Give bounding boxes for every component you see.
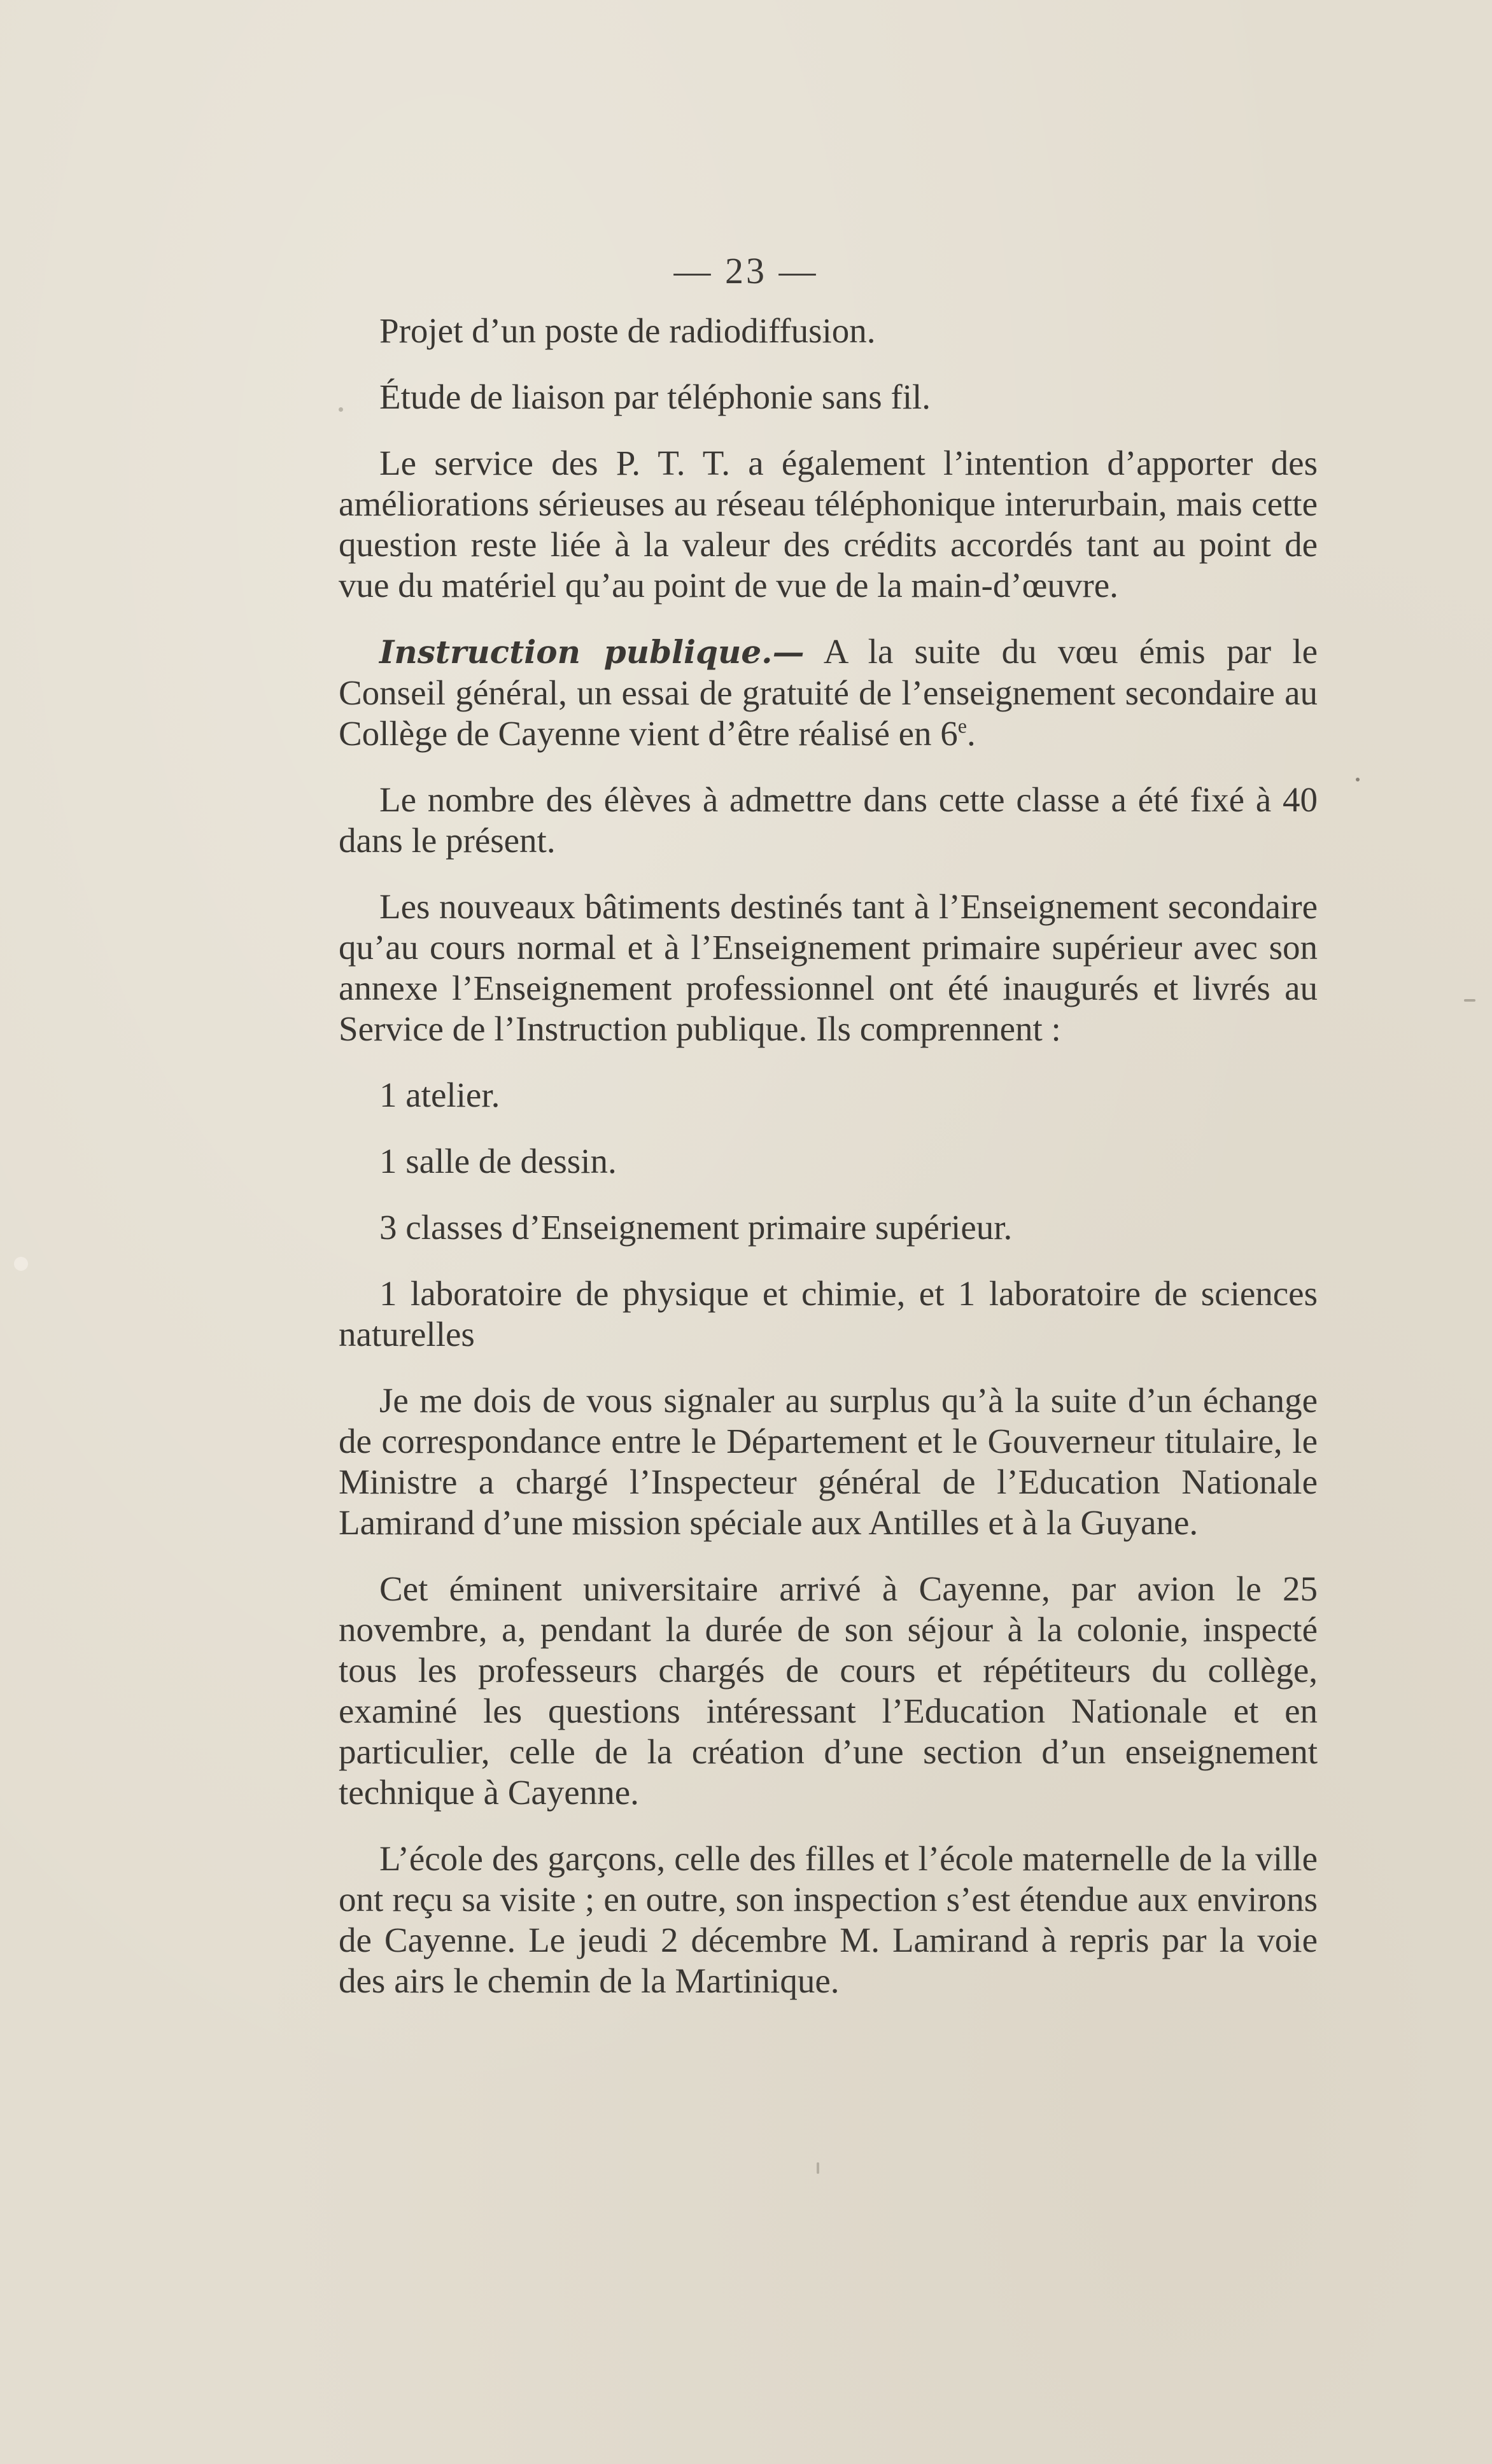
body-text	[339, 311, 1318, 2027]
paragraph-public-instruction	[339, 631, 1318, 754]
paragraph-inspector-visit: Cet éminent universitaire arrivé à Cayenne, par avion le 25 novembre, a, pendant la durée de son séjour à la colonie, inspecté tous les professeurs chargés de cours et répétiteurs du collège, examiné les questions intéressant l’Education Nationale et en particulier, celle de la création d’une section d’un enseignement technique à Cayenne.	[339, 1569, 1318, 1812]
list-item-classes: 3 classes d’Enseignement primaire supérieur.	[379, 1208, 1013, 1247]
paragraph-pupil-count: Le nombre des élèves à admettre dans cette classe a été fixé à 40 dans le présent.	[339, 780, 1318, 860]
list-item-laboratories: 1 laboratoire de physique et chimie, et 1 laboratoire de sciences naturelles	[339, 1274, 1318, 1354]
list-item-drawing-room: 1 salle de dessin.	[379, 1142, 617, 1180]
paragraph-radio-project: Projet d’un poste de radiodiffusion.	[379, 311, 876, 350]
superscript: e	[957, 714, 967, 738]
page-number: — 23 —	[673, 250, 819, 291]
paragraph-inspection-mission: Je me dois de vous signaler au surplus qu’à la suite d’un échange de correspondance entre le Département et le Gouverneur titulaire, le Ministre a chargé l’Inspecteur général de l’Education Nationale Lamirand d’une mission spéciale aux Antilles et à la Guyane.	[339, 1381, 1318, 1542]
list-item-workshop: 1 atelier.	[379, 1075, 500, 1114]
paragraph-schools-visit: L’école des garçons, celle des filles et l’école maternelle de la ville ont reçu sa visite ; en outre, son inspection s’est étendue aux environs de Cayenne. Le jeudi 2 décembre M. Lamirand à repris par la voie des airs le chemin de la Martinique.	[339, 1839, 1318, 2000]
paper-speck	[14, 1257, 28, 1271]
paper-speck	[1356, 778, 1360, 781]
paper-speck	[339, 407, 343, 412]
paragraph-tail: .	[967, 714, 976, 753]
paragraph-ptt-service: Le service des P. T. T. a également l’intention d’apporter des améliorations sérieuses au réseau téléphonique interurbain, mais cette question reste liée à la valeur des crédits accordés tant au point de vue du matériel qu’au point de vue de la main-d’œuvre.	[339, 444, 1318, 605]
paragraph-wireless-study: Étude de liaison par téléphonie sans fil.	[379, 377, 931, 416]
paragraph-new-buildings: Les nouveaux bâtiments destinés tant à l’Enseignement secondaire qu’au cours normal et à l’Enseignement primaire supérieur avec son annexe l’Enseignement professionnel ont été inaugurés et livrés au Service de l’Instruction publique. Ils comprennent :	[339, 887, 1318, 1048]
paragraph-text: A la suite du vœu émis par le Conseil général, un essai de gratuité de l’enseignement secondaire au Collège de Cayenne vient d’être réalisé en 6	[339, 632, 1318, 753]
section-heading-instruction: Instruction publique.—	[379, 633, 805, 671]
paper-speck	[1464, 999, 1475, 1002]
paper-speck	[817, 2162, 819, 2174]
